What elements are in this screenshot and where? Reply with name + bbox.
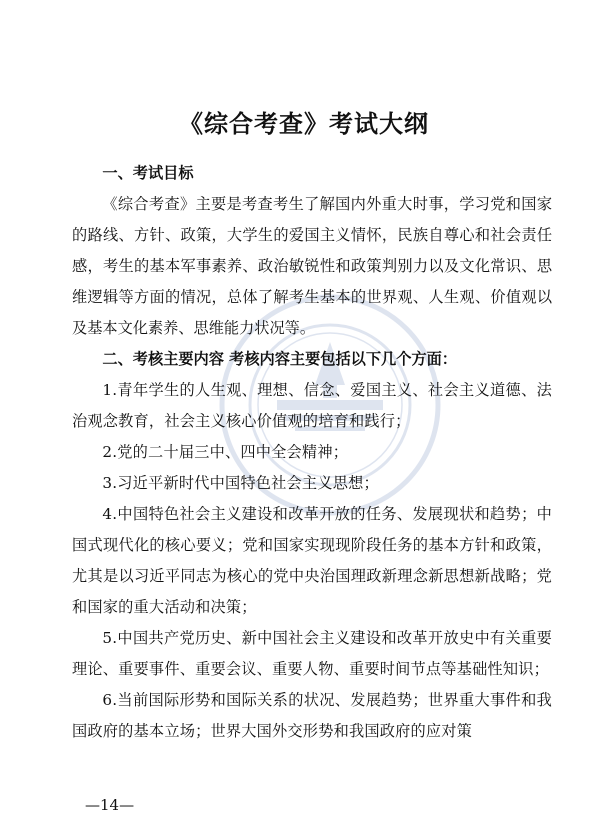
list-item: 4.中国特色社会主义建设和改革开放的任务、发展现状和趋势；中国式现代化的核心要义；党和国家实现现阶段任务的基本方针和政策，尤其是以习近平同志为核心的党中央治国理政新理念新思想新战略；党和国家的重大活动和决策； (72, 505, 552, 616)
document-body (72, 158, 552, 747)
document-title: 《综合考查》考试大纲 (179, 109, 429, 138)
list-item: 5.中国共产党历史、新中国社会主义建设和改革开放史中有关重要理论、重要事件、重要会议、重要人物、重要时间节点等基础性知识； (72, 629, 552, 678)
list-item: 6.当前国际形势和国际关系的状况、发展趋势；世界重大事件和我国政府的基本立场；世界大国外交形势和我国政府的应对策 (72, 691, 552, 740)
list-item: 3.习近平新时代中国特色社会主义思想； (102, 474, 379, 492)
section-heading-objective: 一、考试目标 (102, 164, 194, 182)
page-number: —14— (85, 796, 135, 814)
section-heading-content: 二、考核主要内容 考核内容主要包括以下几个方面： (102, 350, 457, 368)
list-item: 2.党的二十届三中、四中全会精神； (102, 443, 349, 461)
list-item: 1.青年学生的人生观、理想、信念、爱国主义、社会主义道德、法治观念教育，社会主义核心价值观的培育和践行； (72, 381, 552, 430)
objective-paragraph: 《综合考查》主要是考查考生了解国内外重大时事，学习党和国家的路线、方针、政策，大学生的爱国主义情怀，民族自尊心和社会责任感，考生的基本军事素养、政治敏锐性和政策判别力以及文化常识、思维逻辑等方面的情况，总体了解考生基本的世界观、人生观、价值观以及基本文化素养、思维能力状况等。 (72, 195, 552, 337)
